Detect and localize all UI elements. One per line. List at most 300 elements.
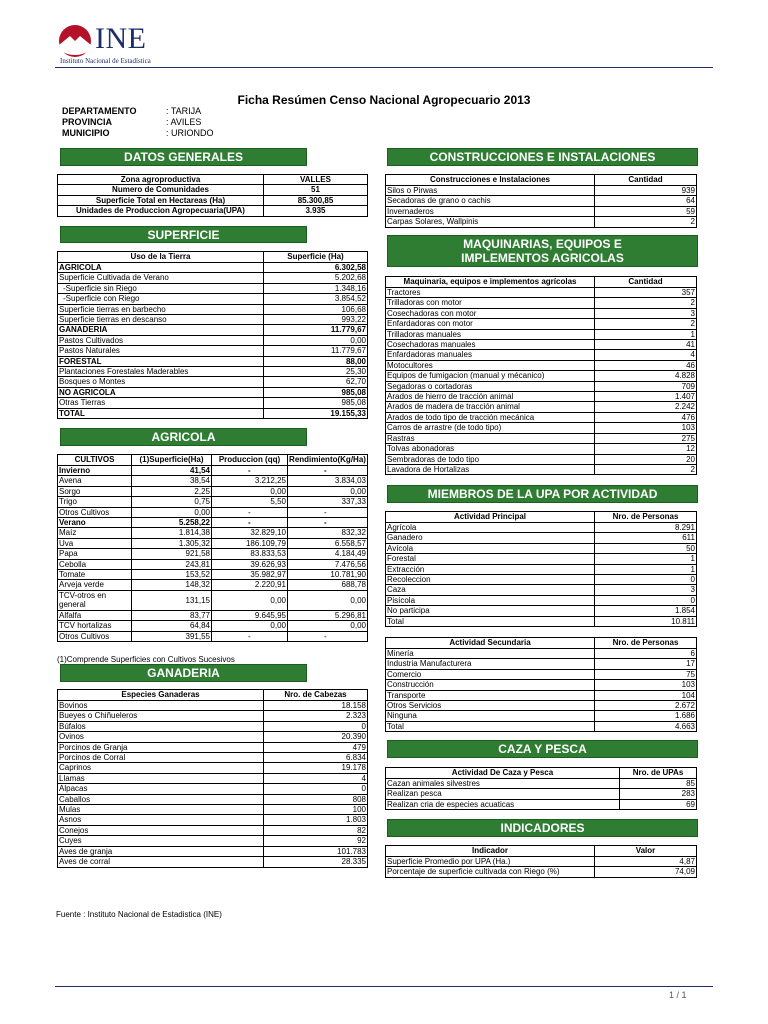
table-row [58, 815, 368, 825]
row-label: AGRICOLA [58, 263, 264, 273]
row-value: 75 [595, 669, 697, 679]
row-label: NO AGRICOLA [58, 387, 264, 397]
row-value: - [288, 466, 368, 476]
row-label: Asnos [58, 815, 264, 825]
table-row [58, 185, 368, 195]
row-value: 131,15 [132, 590, 212, 610]
table-row [386, 690, 697, 700]
row-value: 2,25 [132, 486, 212, 496]
row-label: Alfalfa [58, 610, 132, 620]
table-header-row [386, 175, 697, 186]
row-value: 993,22 [264, 315, 368, 325]
row-value: 59 [595, 206, 697, 216]
table-row [58, 773, 368, 783]
row-label: Cebolla [58, 559, 132, 569]
row-label: Comercio [386, 669, 595, 679]
row-label: Porcentaje de superficie cultivada con Riego (%) [386, 867, 595, 877]
row-label: Caza [386, 585, 595, 595]
row-value: 9.645,95 [212, 610, 288, 620]
table-row [386, 799, 697, 809]
row-value: 1.686 [595, 711, 697, 721]
row-value: 85.300,85 [264, 195, 368, 205]
row-value: - [212, 631, 288, 641]
row-label: Trilladoras manuales [386, 329, 595, 339]
table-header-row [386, 846, 697, 857]
row-value: 3.834,03 [288, 476, 368, 486]
row-value: 0 [595, 575, 697, 585]
table-row [386, 669, 697, 679]
row-label: Unidades de Produccion Agropecuaria(UPA) [58, 206, 264, 216]
page-number: 1 / 1 [669, 990, 687, 1000]
row-label: Arados de madera de tracción animal [386, 402, 595, 412]
row-value: 83.833,53 [212, 549, 288, 559]
row-label: Enfardadoras manuales [386, 350, 595, 360]
location-block [62, 106, 214, 139]
row-value: 106,68 [264, 304, 368, 314]
row-value: 0,00 [212, 486, 288, 496]
section-ganaderia: GANADERIA [60, 664, 307, 682]
row-value: 17 [595, 659, 697, 669]
table-row [58, 805, 368, 815]
location-key: PROVINCIA [62, 117, 113, 127]
row-value: 20.390 [264, 732, 368, 742]
table-row [386, 340, 697, 350]
table-row [58, 398, 368, 408]
ine-emblem-icon [58, 24, 92, 58]
row-label: Aves de corral [58, 857, 264, 867]
row-value: 64 [595, 196, 697, 206]
table-row [58, 610, 368, 620]
table-row [58, 263, 368, 273]
row-value: 3.212,25 [212, 476, 288, 486]
row-value: VALLES [264, 175, 368, 185]
row-value: 11.779,67 [264, 325, 368, 335]
row-label: GANADERIA [58, 325, 264, 335]
column-header: (1)Superficie(Ha) [132, 455, 212, 466]
actividad-principal-table [385, 511, 697, 627]
table-row [58, 346, 368, 356]
table-row [58, 304, 368, 314]
row-value: 20 [595, 454, 697, 464]
row-value: 0,00 [264, 335, 368, 345]
table-row [386, 392, 697, 402]
location-row [62, 128, 214, 139]
row-label: Papa [58, 549, 132, 559]
row-label: -Superficie sin Riego [58, 283, 264, 293]
row-label: Ninguna [386, 711, 595, 721]
row-label: Rastras [386, 433, 595, 443]
maquinarias-table [385, 276, 697, 475]
agricola-table [57, 454, 368, 642]
row-value: 4 [595, 350, 697, 360]
row-label: Otros Cultivos [58, 507, 132, 517]
row-label: Construcción [386, 680, 595, 690]
column-header: Superficie (Ha) [264, 252, 368, 263]
row-value: 11.779,67 [264, 346, 368, 356]
row-value: 2 [595, 298, 697, 308]
row-label: Invierno [58, 466, 132, 476]
row-label: Otras Tierras [58, 398, 264, 408]
row-value: 283 [620, 789, 697, 799]
table-row [386, 298, 697, 308]
row-value: - [288, 631, 368, 641]
row-value: 41 [595, 340, 697, 350]
row-label: Llamas [58, 773, 264, 783]
row-value: 275 [595, 433, 697, 443]
table-row [386, 319, 697, 329]
table-row [386, 423, 697, 433]
table-row [386, 857, 697, 867]
table-row [58, 518, 368, 528]
column-header: Rendimiento(Kg/Ha) [289, 455, 366, 465]
row-label: Total [386, 721, 595, 731]
table-row [386, 711, 697, 721]
row-value: 46 [595, 360, 697, 370]
table-row [58, 476, 368, 486]
row-label: Trigo [58, 497, 132, 507]
row-value: 391,55 [132, 631, 212, 641]
table-row [386, 350, 697, 360]
column-header: CULTIVOS [58, 455, 132, 466]
row-value: 357 [595, 288, 697, 298]
row-value: 5.258,22 [132, 518, 212, 528]
row-value: 35.982,97 [212, 570, 288, 580]
row-value: 2.242 [595, 402, 697, 412]
row-label: Trilladoras con motor [386, 298, 595, 308]
logo-text: INE [95, 22, 147, 55]
caza-pesca-table [385, 767, 697, 810]
row-label: Avícola [386, 543, 595, 553]
table-row [386, 329, 697, 339]
row-label: Tolvas abonadoras [386, 444, 595, 454]
row-value: 25,30 [264, 367, 368, 377]
row-value: 688,78 [288, 580, 368, 590]
row-label: TCV hortalizas [58, 621, 132, 631]
section-miembros-upa: MIEMBROS DE LA UPA POR ACTIVIDAD [387, 485, 698, 503]
location-row [62, 117, 214, 128]
table-row [58, 753, 368, 763]
row-label: TCV-otros en general [58, 590, 132, 610]
row-label: Ganadero [386, 533, 595, 543]
row-label: Otros Cultivos [58, 631, 132, 641]
row-value: 0,00 [288, 486, 368, 496]
row-value: 18.158 [264, 701, 368, 711]
table-row [58, 711, 368, 721]
row-value: 985,08 [264, 387, 368, 397]
row-label: Pisícola [386, 595, 595, 605]
row-label: FORESTAL [58, 356, 264, 366]
row-label: Carpas Solares, Wallpinis [386, 217, 595, 227]
row-label: Tomate [58, 570, 132, 580]
column-header: Construcciones e Instalaciones [386, 175, 595, 186]
row-value: 243,81 [132, 559, 212, 569]
column-header: Uso de la Tierra [58, 252, 264, 263]
table-header-row [58, 690, 368, 701]
row-label: Realizan cria de especies acuaticas [386, 799, 620, 809]
row-label: Cuyes [58, 836, 264, 846]
row-value: 5,50 [212, 497, 288, 507]
table-row [58, 825, 368, 835]
row-label: Cosechadoras con motor [386, 308, 595, 318]
row-value: 64,84 [132, 621, 212, 631]
table-row [58, 763, 368, 773]
row-value: 0,00 [212, 590, 288, 610]
column-header: Actividad De Caza y Pesca [386, 768, 620, 779]
section-datos-generales: DATOS GENERALES [60, 148, 307, 166]
section-indicadores: INDICADORES [387, 819, 698, 837]
row-label: Agrícola [386, 523, 595, 533]
row-label: Pastos Cultivados [58, 335, 264, 345]
row-value: 337,33 [288, 497, 368, 507]
row-value: 4.828 [595, 371, 697, 381]
row-value: 808 [264, 794, 368, 804]
section-superficie: SUPERFICIE [60, 226, 307, 243]
table-row [58, 570, 368, 580]
logo-subtitle: Instituto Nacional de Estadística [60, 57, 151, 65]
row-label: Porcinos de Corral [58, 753, 264, 763]
section-caza-pesca: CAZA Y PESCA [387, 740, 698, 758]
row-value: 10.781,90 [288, 570, 368, 580]
table-row [386, 454, 697, 464]
table-row [386, 606, 697, 616]
bottom-divider [55, 986, 713, 987]
table-row [386, 196, 697, 206]
row-label: Caprinos [58, 763, 264, 773]
row-value: 4.663 [595, 721, 697, 731]
table-row [58, 356, 368, 366]
row-label: Otros Servicios [386, 701, 595, 711]
table-row [386, 543, 697, 553]
column-header: Nro. de Personas [595, 512, 697, 523]
table-row [386, 649, 697, 659]
row-value: - [212, 507, 288, 517]
column-header: Nro. de Personas [595, 638, 697, 649]
row-label: Plantaciones Forestales Maderables [58, 367, 264, 377]
column-header: Produccion (qq) [212, 455, 288, 466]
row-value: 6.834 [264, 753, 368, 763]
row-value: 100 [264, 805, 368, 815]
table-header-row [386, 277, 697, 288]
table-row [386, 779, 697, 789]
column-header: Actividad Secundaria [386, 638, 595, 649]
table-row [58, 325, 368, 335]
table-row [386, 533, 697, 543]
row-label: Enfardadoras con motor [386, 319, 595, 329]
row-value: 2 [595, 464, 697, 474]
row-value: 0 [595, 595, 697, 605]
table-row [386, 433, 697, 443]
row-label: Sembradoras de todo tipo [386, 454, 595, 464]
location-key: MUNICIPIO [62, 128, 110, 138]
row-label: Alpacas [58, 784, 264, 794]
row-value: 0 [264, 784, 368, 794]
row-value: 41,54 [132, 466, 212, 476]
row-value: 6 [595, 649, 697, 659]
row-value: 186.109,79 [212, 538, 288, 548]
table-row [386, 867, 697, 877]
column-header: Cantidad [595, 277, 697, 288]
table-row [386, 206, 697, 216]
row-label: Bueyes o Chiñueleros [58, 711, 264, 721]
section-maquinarias: MAQUINARIAS, EQUIPOS E IMPLEMENTOS AGRICOLAS [387, 235, 698, 267]
row-value: 38,54 [132, 476, 212, 486]
actividad-secundaria-table [385, 637, 697, 732]
table-header-row [386, 638, 697, 649]
row-value: 2.672 [595, 701, 697, 711]
table-row [58, 335, 368, 345]
table-row [58, 538, 368, 548]
row-value: 82 [264, 825, 368, 835]
source-footer: Fuente : Instituto Nacional de Estadistica (INE) [56, 910, 222, 919]
row-value: 0,00 [288, 621, 368, 631]
table-row [386, 721, 697, 731]
row-value: 611 [595, 533, 697, 543]
row-label: Superficie tierras en barbecho [58, 304, 264, 314]
row-label: Uva [58, 538, 132, 548]
table-row [58, 846, 368, 856]
row-value: 2 [595, 319, 697, 329]
row-label: Industria Manufacturera [386, 659, 595, 669]
row-value: 2.323 [264, 711, 368, 721]
table-row [58, 367, 368, 377]
table-row [58, 794, 368, 804]
row-value: 3 [595, 585, 697, 595]
row-value: 153,52 [132, 570, 212, 580]
row-value: 4.184,49 [288, 549, 368, 559]
table-header-row [58, 252, 368, 263]
row-value: - [212, 518, 288, 528]
row-value: 19.155,33 [264, 408, 368, 418]
row-value: 476 [595, 412, 697, 422]
row-label: Mulas [58, 805, 264, 815]
row-label: Porcinos de Granja [58, 742, 264, 752]
table-row [58, 294, 368, 304]
table-row [58, 549, 368, 559]
table-row [386, 616, 697, 626]
row-value: 69 [620, 799, 697, 809]
row-value: 1.803 [264, 815, 368, 825]
row-label: Forestal [386, 554, 595, 564]
table-row [386, 659, 697, 669]
row-label: Arveja verde [58, 580, 132, 590]
column-header: Nro. de UPAs [620, 768, 697, 779]
row-value: 12 [595, 444, 697, 454]
table-row [58, 528, 368, 538]
row-value: 39.626,93 [212, 559, 288, 569]
row-value: 1.407 [595, 392, 697, 402]
row-value: 3 [595, 308, 697, 318]
row-label: Zona agroproductiva [58, 175, 264, 185]
row-value: 62,70 [264, 377, 368, 387]
table-row [58, 701, 368, 711]
agricola-footnote: (1)Comprende Superficies con Cultivos Sucesivos [57, 655, 235, 664]
row-label: Bosques o Montes [58, 377, 264, 387]
row-value: - [212, 466, 288, 476]
row-value: 1.814,38 [132, 528, 212, 538]
row-value: 479 [264, 742, 368, 752]
section-agricola: AGRICOLA [60, 428, 307, 446]
table-row [58, 206, 368, 216]
row-value: 0,00 [288, 590, 368, 610]
table-row [58, 387, 368, 397]
row-value: 19.178 [264, 763, 368, 773]
row-label: Extracción [386, 564, 595, 574]
row-value: 51 [264, 185, 368, 195]
row-value: - [288, 518, 368, 528]
row-label: Motocultores [386, 360, 595, 370]
row-value: 6.302,58 [264, 263, 368, 273]
row-label: TOTAL [58, 408, 264, 418]
row-label: Carros de arrastre (de todo tipo) [386, 423, 595, 433]
row-label: Arados de todo tipo de tracción mecánica [386, 412, 595, 422]
row-label: Minería [386, 649, 595, 659]
table-row [58, 580, 368, 590]
row-value: 4 [264, 773, 368, 783]
table-row [386, 360, 697, 370]
row-value: 709 [595, 381, 697, 391]
row-value: 85 [620, 779, 697, 789]
table-row [386, 217, 697, 227]
row-value: 8.291 [595, 523, 697, 533]
table-row [386, 789, 697, 799]
table-row [386, 680, 697, 690]
row-label: Arados de hierro de tracción animal [386, 392, 595, 402]
row-value: 1 [595, 329, 697, 339]
row-label: Cosechadoras manuales [386, 340, 595, 350]
row-label: Superficie tierras en descanso [58, 315, 264, 325]
row-value: 10.811 [595, 616, 697, 626]
table-row [386, 444, 697, 454]
location-value: : TARIJA [166, 106, 202, 116]
row-label: Equipos de fumigacion (manual y mécanico) [386, 371, 595, 381]
table-row [386, 464, 697, 474]
row-label: -Superficie con Riego [58, 294, 264, 304]
table-row [58, 408, 368, 418]
table-row [58, 631, 368, 641]
table-header-row [386, 512, 697, 523]
column-header: Indicador [386, 846, 595, 857]
column-header: Actividad Principal [386, 512, 595, 523]
row-value: 921,58 [132, 549, 212, 559]
row-label: Segadoras o cortadoras [386, 381, 595, 391]
table-row [58, 273, 368, 283]
table-row [386, 564, 697, 574]
table-row [58, 621, 368, 631]
row-label: Caballos [58, 794, 264, 804]
row-value: 88,00 [264, 356, 368, 366]
table-row [386, 186, 697, 196]
row-label: Aves de granja [58, 846, 264, 856]
row-value: 28.335 [264, 857, 368, 867]
row-value: 148,32 [132, 580, 212, 590]
row-value: 2 [595, 217, 697, 227]
column-header: Cantidad [595, 175, 697, 186]
top-divider [55, 67, 713, 68]
indicadores-table [385, 845, 697, 878]
table-row [58, 559, 368, 569]
row-label: Invernaderos [386, 206, 595, 216]
table-row [58, 784, 368, 794]
table-row [58, 497, 368, 507]
location-value: : AVILES [166, 117, 202, 127]
ganaderia-table [57, 689, 368, 868]
table-row [386, 308, 697, 318]
row-label: Realizan pesca [386, 789, 620, 799]
row-value: 50 [595, 543, 697, 553]
row-label: Maíz [58, 528, 132, 538]
column-header: Nro. de Cabezas [264, 690, 368, 701]
row-label: Superficie Total en Hectareas (Ha) [58, 195, 264, 205]
